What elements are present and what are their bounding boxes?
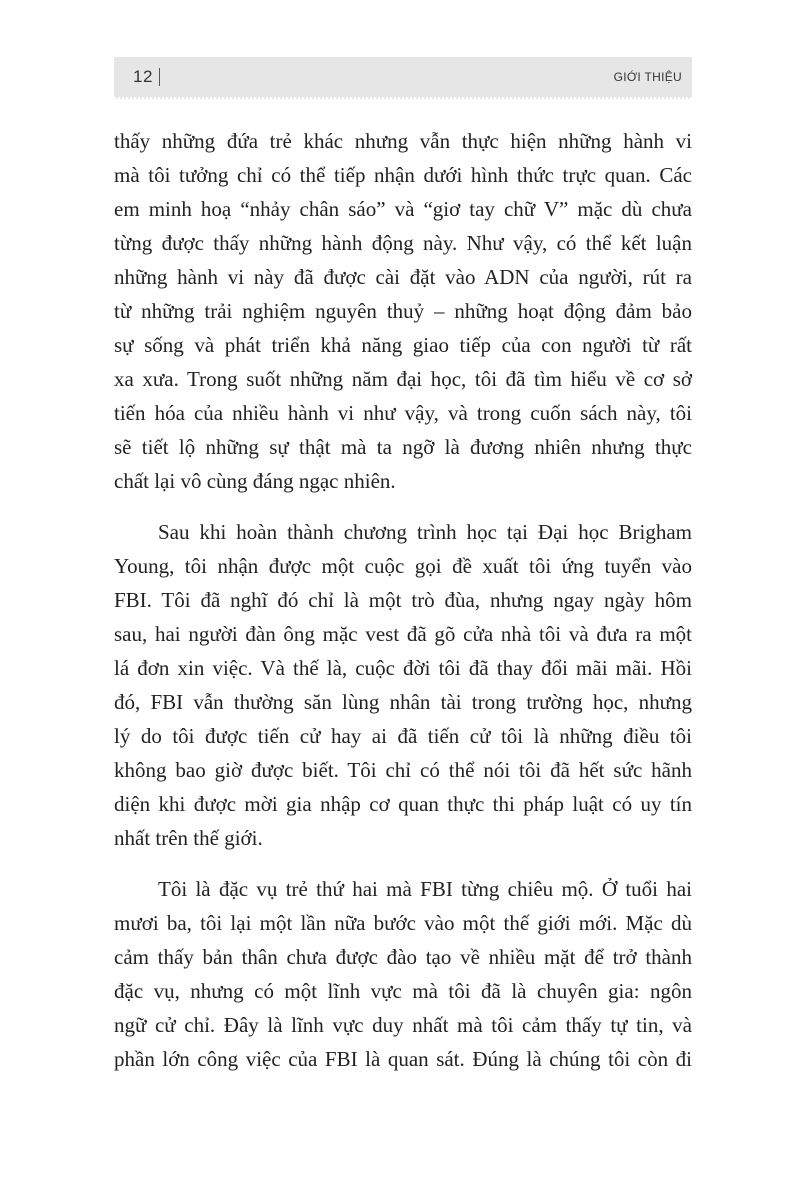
text-line: mươi ba, tôi lại một lần nữa bước vào một thế giới mới. Mặc dù <box>114 911 692 935</box>
text-line: Young, tôi nhận được một cuộc gọi đề xuất tôi ứng tuyển vào <box>114 554 692 578</box>
text-line: Tôi là đặc vụ trẻ thứ hai mà FBI từng chiêu mộ. Ở tuổi hai <box>158 877 692 901</box>
paragraph <box>114 872 692 1076</box>
text-line: từng được thấy những hành động này. Như vậy, có thể kết luận <box>114 231 692 255</box>
text-line: xa xưa. Trong suốt những năm đại học, tôi đã tìm hiểu về cơ sở <box>114 367 692 391</box>
text-line: em minh hoạ “nhảy chân sáo” và “giơ tay chữ V” mặc dù chưa <box>114 197 692 221</box>
text-line: đó, FBI vẫn thường săn lùng nhân tài trong trường học, nhưng <box>114 690 692 714</box>
text-line: ngữ cử chỉ. Đây là lĩnh vực duy nhất mà tôi cảm thấy tự tin, và <box>114 1013 692 1037</box>
text-line: đặc vụ, nhưng có một lĩnh vực mà tôi đã là chuyên gia: ngôn <box>114 979 692 1003</box>
body-text <box>114 124 692 1076</box>
text-line: từ những trải nghiệm nguyên thuỷ – những hoạt động đảm bảo <box>114 299 692 323</box>
text-line: sẽ tiết lộ những sự thật mà ta ngỡ là đương nhiên nhưng thực <box>114 435 692 459</box>
text-line: FBI. Tôi đã nghĩ đó chỉ là một trò đùa, nhưng ngay ngày hôm <box>114 588 692 612</box>
paragraph <box>114 515 692 855</box>
text-line: nhất trên thế giới. <box>114 826 263 850</box>
text-line: lá đơn xin việc. Và thế là, cuộc đời tôi đã thay đổi mãi mãi. Hồi <box>114 656 692 680</box>
text-line: phần lớn công việc của FBI là quan sát. Đúng là chúng tôi còn đi <box>114 1047 692 1071</box>
paragraph <box>114 124 692 498</box>
text-line: chất lại vô cùng đáng ngạc nhiên. <box>114 469 396 493</box>
running-header <box>114 57 692 99</box>
text-line: mà tôi tưởng chỉ có thể tiếp nhận dưới hình thức trực quan. Các <box>114 163 692 187</box>
text-line: không bao giờ được biết. Tôi chỉ có thể nói tôi đã hết sức hãnh <box>114 758 692 782</box>
text-line: những hành vi này đã được cài đặt vào ADN của người, rút ra <box>114 265 692 289</box>
header-divider <box>159 68 160 86</box>
text-line: lý do tôi được tiến cử hay ai đã tiến cử tôi là những điều tôi <box>114 724 692 748</box>
section-title: GIỚI THIỆU <box>613 70 682 84</box>
text-line: Sau khi hoàn thành chương trình học tại Đại học Brigham <box>158 520 692 544</box>
text-line: sau, hai người đàn ông mặc vest đã gõ cửa nhà tôi và đưa ra một <box>114 622 692 646</box>
page-number: 12 <box>133 67 153 86</box>
text-line: sự sống và phát triển khả năng giao tiếp của con người từ rất <box>114 333 692 357</box>
text-line: cảm thấy bản thân chưa được đào tạo về nhiều mặt để trở thành <box>114 945 692 969</box>
text-line: thấy những đứa trẻ khác nhưng vẫn thực hiện những hành vi <box>114 129 692 153</box>
text-line: tiến hóa của nhiều hành vi như vậy, và trong cuốn sách này, tôi <box>114 401 692 425</box>
text-line: diện khi được mời gia nhập cơ quan thực thi pháp luật có uy tín <box>114 792 692 816</box>
